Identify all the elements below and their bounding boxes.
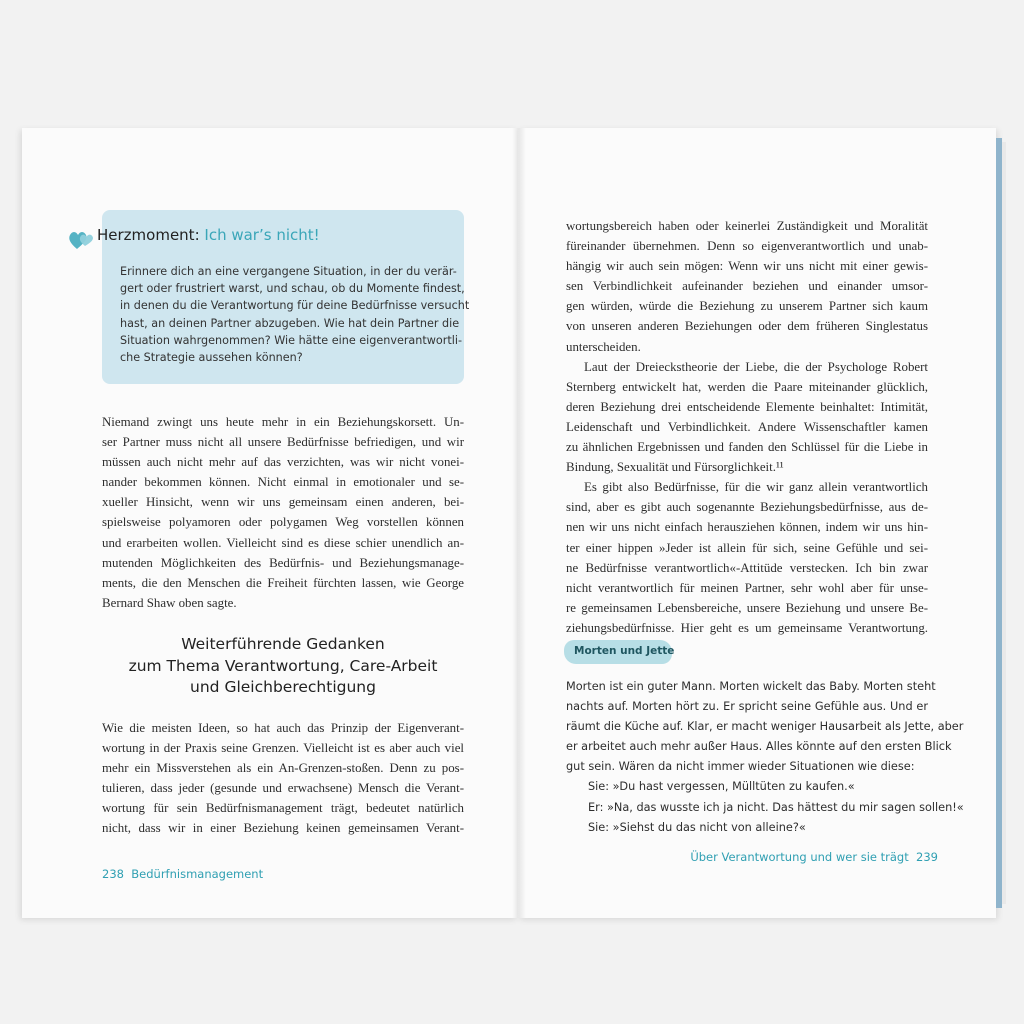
text-line: ser Partner muss nicht all unsere Bedürfnisse befriedigen, und wir bbox=[102, 435, 464, 450]
text-line: unterscheiden. bbox=[566, 339, 641, 354]
box-line: che Strategie aussehen können? bbox=[120, 351, 303, 365]
text-line: Niemand zwingt uns heute mehr in ein Beziehungskorsett. Un- bbox=[102, 415, 464, 429]
box-text bbox=[120, 263, 482, 366]
box-line: in denen du die Verantwortung für deine Bedürfnisse versucht bbox=[120, 299, 470, 313]
text-line: und erarbeiten wollen. Vielleicht sind es diese schier unendlich an- bbox=[102, 535, 464, 550]
text-line: Es gibt also Bedürfnisse, für die wir ganz allein verantwortlich bbox=[584, 480, 928, 495]
section-heading bbox=[102, 634, 464, 699]
text-line: nachts auf. Morten hört zu. Er spricht seine Gefühle aus. Und er bbox=[566, 700, 928, 714]
left-paragraph-1 bbox=[102, 412, 464, 613]
text-line: von unseren anderen Beziehungen oder dem früheren Singlestatus bbox=[566, 319, 928, 334]
heading-line: und Gleichberechtigung bbox=[190, 678, 376, 696]
left-page bbox=[22, 128, 518, 918]
story-tag-label: Morten und Jette bbox=[574, 645, 675, 657]
page-number: 238 bbox=[102, 867, 124, 881]
heading-line: Weiterführende Gedanken bbox=[181, 635, 385, 653]
text-line: nicht, dass wir in einer Beziehung keinen gemeinsamen Verant- bbox=[102, 821, 464, 836]
text-line: hängig wir auch sein mögen: Wenn wir uns nicht mit einer gewis- bbox=[566, 259, 928, 274]
box-line: hast, an deinen Partner abzugeben. Wie hat dein Partner die bbox=[120, 316, 460, 330]
right-paragraph-1 bbox=[566, 216, 928, 638]
running-title: Bedürfnismanagement bbox=[131, 867, 264, 881]
text-line: spielsweise polyamoren oder polygamen Weg vorstellen können bbox=[102, 515, 464, 530]
text-line: müssen auch nicht mehr auf das verzichten, was wir nicht vonei- bbox=[102, 455, 464, 470]
text-line: nicht verantwortlich für meinen Partner, sehr wohl aber für unse- bbox=[566, 580, 928, 595]
box-line: Situation wahrgenommen? Wie hätte eine eigenverantwortli- bbox=[120, 333, 462, 347]
text-line: ter einer hippen »Jeder ist allein für sich, seine Gefühle und sei- bbox=[566, 540, 928, 555]
text-line: sind, aber es gibt auch sogenannte Beziehungsbedürfnisse, aus de- bbox=[566, 500, 928, 515]
box-title bbox=[97, 226, 320, 244]
text-line: nen wir uns nicht einfach herausziehen können, indem wir uns hin- bbox=[566, 520, 928, 535]
heading-line: zum Thema Verantwortung, Care-Arbeit bbox=[128, 656, 438, 675]
text-line: Laut der Dreieckstheorie der Liebe, die der Psychologe Robert bbox=[584, 359, 928, 374]
box-title-accent: Ich war’s nicht! bbox=[204, 226, 320, 244]
box-title-prefix: Herzmoment: bbox=[97, 226, 200, 244]
text-line: re gemeinsamen Lebensbereiche, unsere Beziehung und unsere Be- bbox=[566, 600, 928, 615]
left-paragraph-2 bbox=[102, 718, 464, 839]
text-line: ments, die den Menschen die Freiheit fürchten lassen, wie George bbox=[102, 575, 464, 590]
box-line: gert oder frustriert warst, und schau, ob du Momente findest, bbox=[120, 282, 465, 296]
right-folio bbox=[690, 850, 938, 864]
text-line: ne Bedürfnisse verantwortlich«-Attitüde verstecken. Ich bin zwar bbox=[566, 560, 928, 575]
text-line: räumt die Küche auf. Klar, er macht weniger Hausarbeit als Jette, aber bbox=[566, 720, 964, 734]
text-line: zu ähnlichen Ergebnissen und fanden den Schlüssel für die Liebe in bbox=[566, 440, 928, 455]
text-line: wortung für sein Bedürfnismanagement trägt, bedeutet natürlich bbox=[102, 801, 464, 816]
text-line: Sternberg entwickelt hat, werden die Paare miteinander glücklich, bbox=[566, 379, 928, 394]
left-folio bbox=[102, 867, 263, 881]
text-line: gut sein. Wären da nicht immer wieder Situationen wie diese: bbox=[566, 760, 915, 774]
text-line: Bindung, Sexualität und Fürsorglichkeit.¹¹ bbox=[566, 460, 784, 475]
dialogue-line: Sie: »Siehst du das nicht von alleine?« bbox=[588, 820, 806, 834]
book-gutter bbox=[512, 128, 526, 918]
text-line: tulieren, dass jeder (gesunde und erwachsene) Mensch die Verant- bbox=[102, 781, 464, 796]
text-line: nander bekommen können. Nicht einmal in emotionaler und se- bbox=[102, 475, 464, 490]
text-line: ziehungsbedürfnisse. Hier geht es um gemeinsame Verantwortung. bbox=[566, 620, 928, 635]
text-line: deren Beziehung drei entscheidende Elemente beinhaltet: Intimität, bbox=[566, 399, 928, 414]
dialogue-line: Sie: »Du hast vergessen, Mülltüten zu kaufen.« bbox=[588, 780, 855, 794]
text-line: Bernard Shaw oben sagte. bbox=[102, 595, 237, 610]
text-line: Morten ist ein guter Mann. Morten wickelt das Baby. Morten steht bbox=[566, 680, 936, 693]
text-line: Wie die meisten Ideen, so hat auch das Prinzip der Eigenverant- bbox=[102, 721, 464, 735]
text-line: wortung in der Praxis seine Grenzen. Vielleicht ist es aber auch viel bbox=[102, 741, 464, 756]
dialogue-line: Er: »Na, das wusste ich ja nicht. Das hättest du mir sagen sollen!« bbox=[588, 800, 964, 814]
box-line: Erinnere dich an eine vergangene Situation, in der du verär- bbox=[120, 265, 457, 278]
hearts-icon bbox=[68, 229, 96, 251]
text-line: gen würden, würde die Beziehung zu unserem Partner sich kaum bbox=[566, 299, 928, 314]
text-line: mehr ein Missverstehen als ein An-Grenzen-stoßen. Denn zu pos- bbox=[102, 761, 464, 776]
story-text bbox=[566, 677, 964, 838]
book-spread bbox=[22, 128, 1000, 918]
text-line: xueller Hinsicht, wenn wir uns gemeinsam einen anderen, bei- bbox=[102, 495, 464, 510]
text-line: mutenden Möglichkeiten des Bedürfnis- und Beziehungsmanage- bbox=[102, 555, 464, 570]
page-edges bbox=[1002, 142, 1006, 904]
text-line: wortungsbereich haben oder keinerlei Zuständigkeit und Moralität bbox=[566, 219, 928, 233]
text-line: sen Verbindlichkeit aufeinander beziehen und einander umsor- bbox=[566, 279, 928, 294]
page-number: 239 bbox=[916, 850, 938, 864]
text-line: füreinander übernehmen. Denn so eigenverantwortlich und unab- bbox=[566, 239, 928, 254]
text-line: er arbeitet auch mehr außer Haus. Alles könnte auf den ersten Blick bbox=[566, 740, 952, 754]
text-line: Leidenschaft und Verbindlichkeit. Andere Wissenschaftler kamen bbox=[566, 419, 928, 434]
running-title: Über Verantwortung und wer sie trägt bbox=[690, 850, 909, 864]
right-page bbox=[518, 128, 996, 918]
